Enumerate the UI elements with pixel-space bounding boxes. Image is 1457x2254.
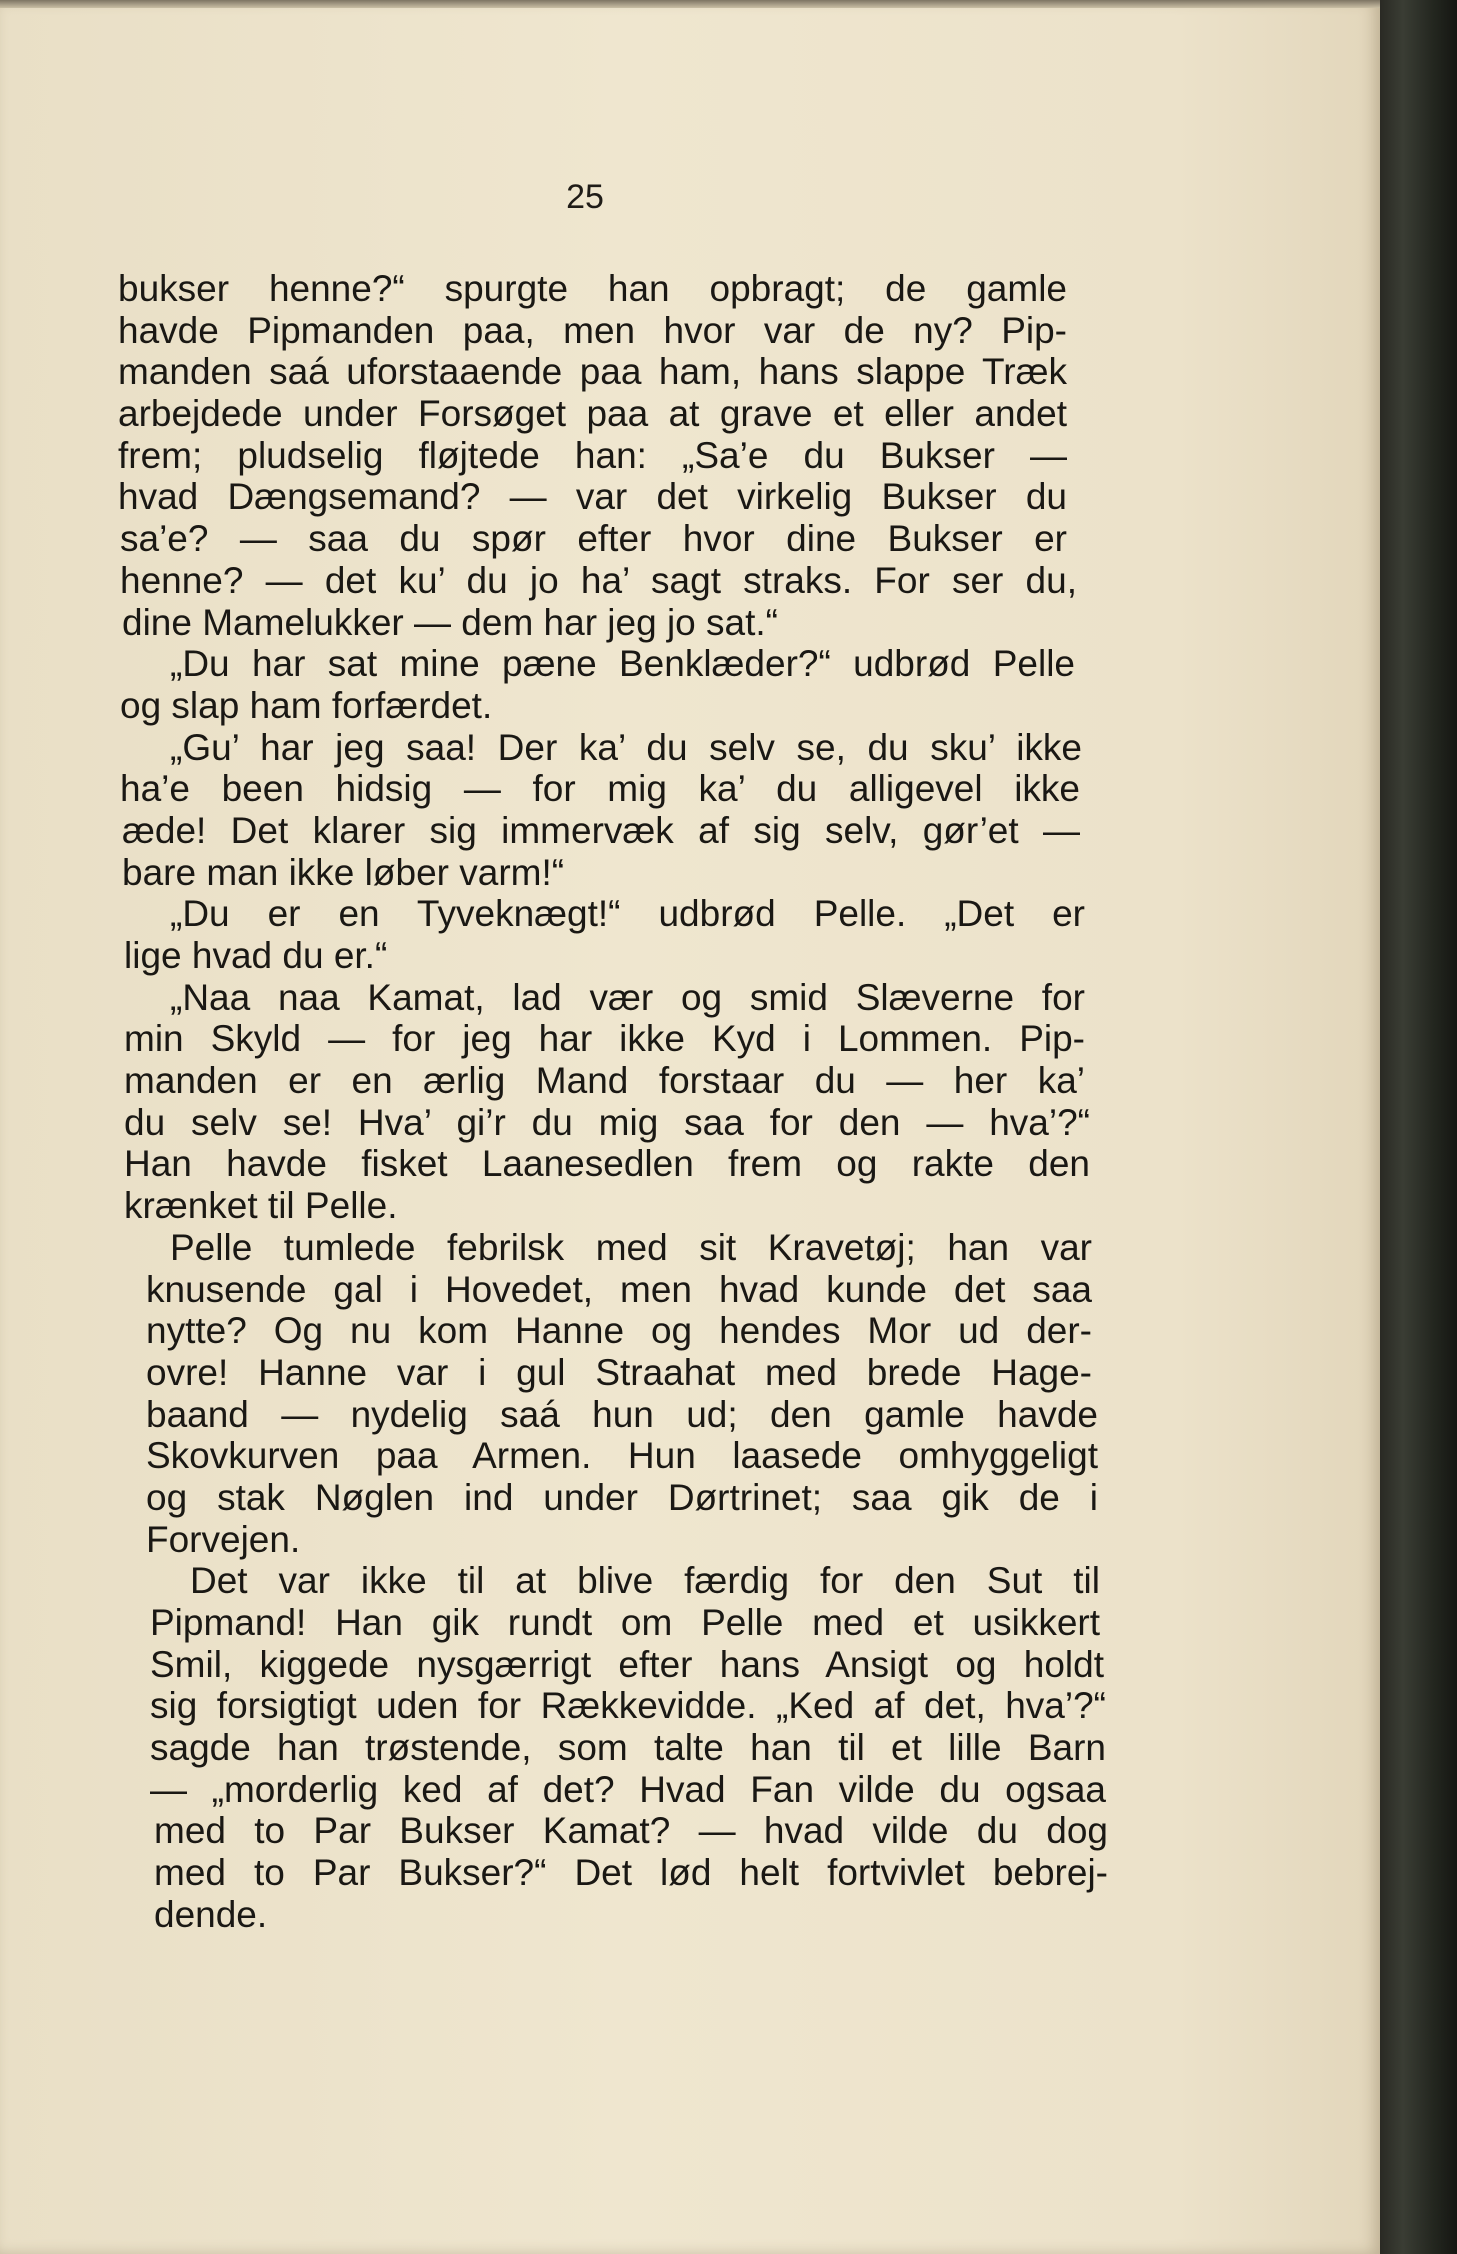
text-line: „Du har sat mine pæne Benklæder?“ udbrød Pelle — [170, 643, 1075, 685]
text-line: „Naa naa Kamat, lad vær og smid Slæverne for — [170, 976, 1085, 1018]
text-line: havde Pipmanden paa, men hvor var de ny? Pip- — [118, 309, 1067, 351]
text-line: krænket til Pelle. — [124, 1185, 398, 1227]
text-line: hvad Dængsemand? — var det virkelig Bukser du — [118, 476, 1067, 518]
text-line: min Skyld — for jeg har ikke Kyd i Lommen. Pip- — [124, 1018, 1085, 1060]
text-line: og stak Nøglen ind under Dørtrinet; saa gik de i — [146, 1476, 1098, 1518]
text-line: med to Par Bukser Kamat? — hvad vilde du dog — [154, 1810, 1108, 1852]
text-line: knusende gal i Hovedet, men hvad kunde det saa — [146, 1268, 1092, 1310]
text-line: Skovkurven paa Armen. Hun laasede omhyggeligt — [146, 1435, 1098, 1477]
text-line: Pelle tumlede febrilsk med sit Kravetøj; han var — [170, 1226, 1092, 1268]
text-line: bare man ikke løber varm!“ — [122, 851, 565, 893]
text-line: Forvejen. — [146, 1518, 301, 1560]
text-line: Smil, kiggede nysgærrigt efter hans Ansigt og holdt — [150, 1643, 1104, 1685]
text-line: ovre! Hanne var i gul Straahat med brede Hage- — [146, 1351, 1092, 1393]
text-line: manden saá uforstaaende paa ham, hans slappe Træk — [118, 351, 1067, 393]
text-line: æde! Det klarer sig immervæk af sig selv, gør’et — — [122, 809, 1080, 851]
text-line: dine Mamelukker — dem har jeg jo sat.“ — [122, 601, 778, 643]
page-top-edge — [0, 0, 1380, 8]
text-line: Det var ikke til at blive færdig for den Sut til — [190, 1560, 1100, 1602]
text-line: „Gu’ har jeg saa! Der ka’ du selv se, du sku’ ikke — [170, 726, 1082, 768]
text-line: henne? — det ku’ du jo ha’ sagt straks. For ser du, — [120, 559, 1077, 601]
text-line: Han havde fisket Laanesedlen frem og rakte den — [124, 1143, 1090, 1185]
text-line: ha’e been hidsig — for mig ka’ du alligevel ikke — [120, 768, 1080, 810]
text-line: frem; pludselig fløjtede han: „Sa’e du Bukser — — [118, 434, 1067, 476]
text-line: manden er en ærlig Mand forstaar du — her ka’ — [124, 1060, 1085, 1102]
page-number: 25 — [566, 178, 604, 216]
text-line: Pipmand! Han gik rundt om Pelle med et usikkert — [150, 1602, 1100, 1643]
text-line: baand — nydelig saá hun ud; den gamle havde — [146, 1393, 1098, 1435]
text-line: sig forsigtigt uden for Rækkevidde. „Ked af det, hva’?“ — [150, 1685, 1106, 1727]
text-line: og slap ham forfærdet. — [120, 684, 493, 726]
text-line: — „morderlig ked af det? Hvad Fan vilde du ogsaa — [150, 1768, 1106, 1810]
text-line: lige hvad du er.“ — [124, 935, 388, 976]
book-binding — [1380, 0, 1457, 2254]
body-text — [0, 268, 1108, 1936]
text-line: nytte? Og nu kom Hanne og hendes Mor ud der- — [146, 1310, 1092, 1352]
text-line: du selv se! Hva’ gi’r du mig saa for den — hva’?“ — [124, 1101, 1090, 1143]
text-line: dende. — [154, 1893, 268, 1935]
text-line: med to Par Bukser?“ Det lød helt fortvivlet bebrej- — [154, 1852, 1108, 1894]
text-line: arbejdede under Forsøget paa at grave et eller andet — [118, 393, 1067, 435]
text-line: bukser henne?“ spurgte han opbragt; de gamle — [118, 268, 1067, 309]
text-line: sa’e? — saa du spør efter hvor dine Bukser er — [120, 518, 1067, 560]
text-line: „Du er en Tyveknægt!“ udbrød Pelle. „Det er — [170, 893, 1085, 935]
text-line: sagde han trøstende, som talte han til et lille Barn — [150, 1727, 1106, 1769]
